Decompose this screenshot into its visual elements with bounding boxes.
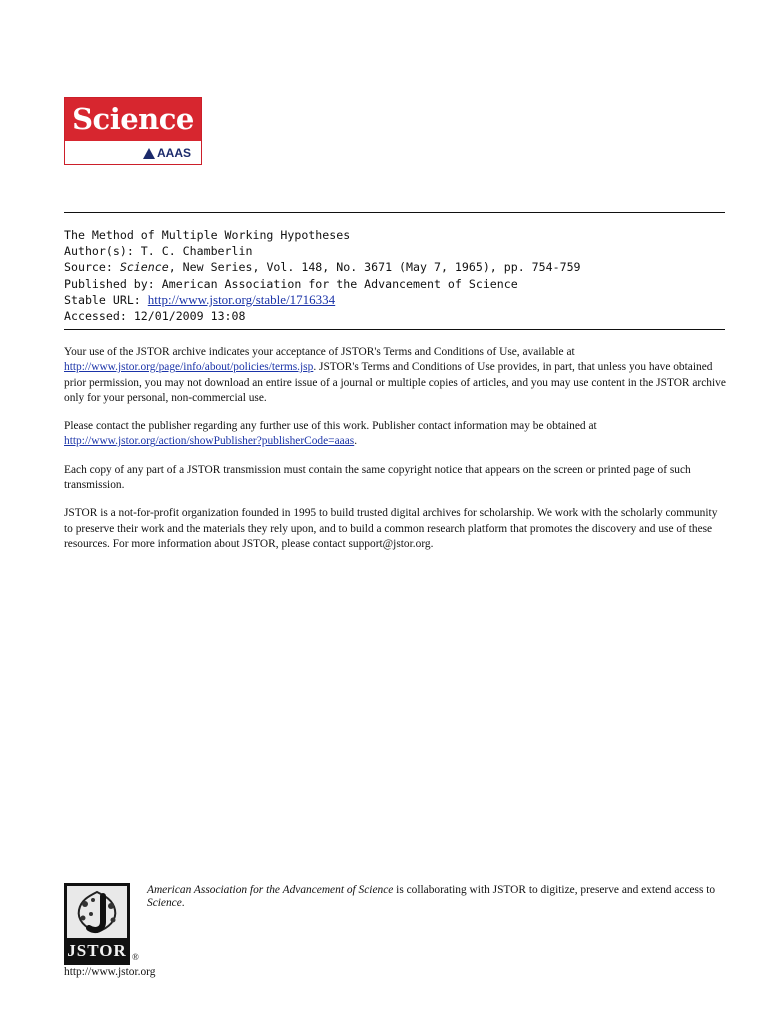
publisher-name: American Association for the Advancement of Science — [161, 276, 518, 291]
collaboration-note: American Association for the Advancement of Science is collaborating with JSTOR to digitize, preserve and extend access to Science. — [147, 884, 716, 909]
publisher-line: Published by: American Association for the Advancement of Science — [64, 276, 518, 291]
science-aaas-logo — [64, 97, 202, 165]
stable-url-line: Stable URL: http://www.jstor.org/stable/1716334 — [64, 291, 336, 307]
jstor-home-link[interactable]: http://www.jstor.org — [64, 966, 156, 978]
copyright-paragraph: Each copy of any part of a JSTOR transmission must contain the same copyright notice that appears on the screen or printed page of such transmission. — [64, 463, 691, 492]
terms-paragraph: Your use of the JSTOR archive indicates your acceptance of JSTOR's Terms and Conditions of Use, available at http://www.jstor.org/page/info/about/policies/terms.jsp. JSTOR's Terms and Conditions of Use provides, in part, that unless you have obtained prior permission, you may not download an entire issue of a journal or multiple copies of articles, and you may use content in the JSTOR archive only for your personal, non-commercial use. — [64, 346, 726, 404]
registered-mark: ® — [132, 952, 139, 962]
jstor-tree-icon — [67, 886, 127, 938]
aaas-triangle-icon — [143, 148, 155, 159]
jstor-emblem-icon — [67, 886, 127, 938]
accessed-line: Accessed: 12/01/2009 13:08 — [64, 309, 246, 324]
author-line: Author(s): T. C. Chamberlin — [64, 244, 253, 259]
citation-block — [64, 227, 725, 324]
collab-organization: American Association for the Advancement of Science — [147, 884, 394, 896]
stable-url-link[interactable]: http://www.jstor.org/stable/1716334 — [147, 291, 336, 307]
source-line: Source: Science, New Series, Vol. 148, No. 3671 (May 7, 1965), pp. 754-759 — [64, 260, 581, 275]
bottom-divider — [64, 329, 725, 330]
science-logo-title: Science — [65, 98, 201, 141]
publisher-contact-link[interactable]: http://www.jstor.org/action/showPublisher?publisherCode=aaas — [64, 435, 355, 448]
author-name: T. C. Chamberlin — [140, 244, 253, 259]
top-divider — [64, 212, 725, 213]
accessed-date: 12/01/2009 13:08 — [133, 309, 246, 324]
collab-journal: Science — [147, 897, 182, 909]
aaas-logo-text: AAAS — [156, 146, 191, 160]
terms-notice — [64, 345, 729, 565]
aaas-logo-band — [65, 141, 201, 165]
source-journal: Science — [119, 260, 169, 275]
publisher-contact-paragraph: Please contact the publisher regarding any further use of this work. Publisher contact information may be obtained at http://www.jstor.org/action/showPublisher?publisherCode=aaas. — [64, 420, 597, 448]
terms-link[interactable]: http://www.jstor.org/page/info/about/policies/terms.jsp — [64, 361, 314, 374]
jstor-logo — [64, 883, 130, 965]
jstor-about-paragraph: JSTOR is a not-for-profit organization founded in 1995 to build trusted digital archives for scholarship. We work with the scholarly community to preserve their work and the materials they rely upon, and to build a common research platform that promotes the discovery and use of these resources. For more information about JSTOR, please contact support@jstor.org. — [64, 507, 718, 550]
jstor-logo-text: JSTOR — [67, 941, 127, 960]
article-title: The Method of Multiple Working Hypotheses — [64, 228, 351, 242]
